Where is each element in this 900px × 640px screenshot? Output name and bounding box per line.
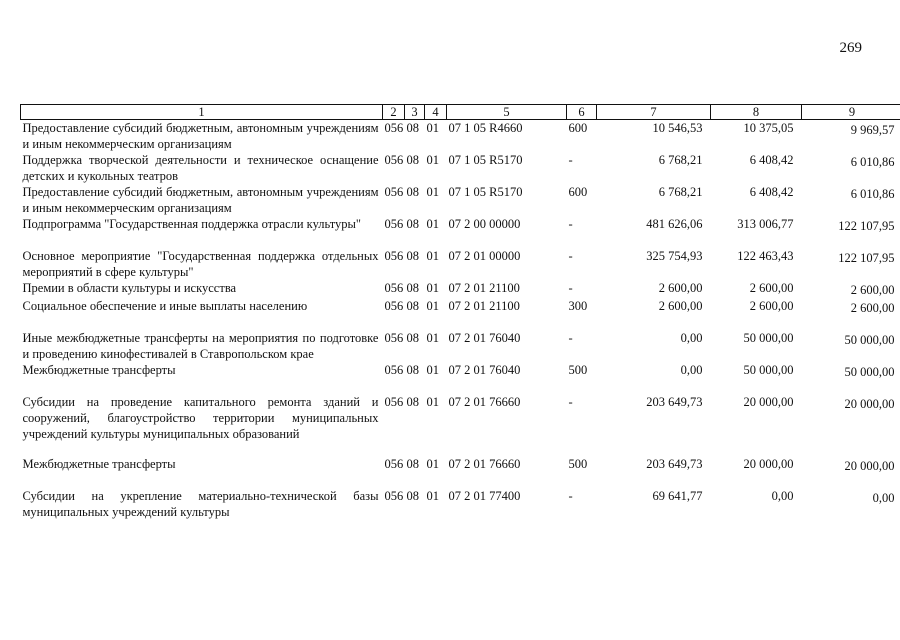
amount-col-7: 203 649,73: [646, 457, 703, 471]
expense-type-code: 500: [568, 363, 588, 377]
item-name: Основное мероприятие "Государственная поддержка отдельных мероприятий в сфере культуры": [22, 249, 379, 279]
section-code: 08: [406, 217, 419, 231]
target-article-code: 07 2 01 77400: [448, 489, 521, 503]
target-article-code: 07 2 01 76040: [448, 363, 521, 377]
amount-col-9: 9 969,57: [850, 123, 895, 137]
amount-col-9: 2 600,00: [850, 283, 895, 297]
section-code: 08: [406, 121, 419, 135]
admin-code: 056: [384, 249, 404, 263]
expense-type-code: -: [568, 217, 573, 231]
expense-type-code: 500: [568, 457, 588, 471]
subsection-code: 01: [426, 185, 439, 199]
table-row: [21, 330, 900, 362]
expense-type-code: 600: [568, 121, 588, 135]
admin-code: 056: [384, 299, 404, 313]
amount-col-7: 325 754,93: [646, 249, 703, 263]
item-name: Предоставление субсидий бюджетным, автономным учреждениям и иным некоммерческим организациям: [22, 121, 379, 151]
table-row: [21, 216, 900, 248]
table-row: [21, 362, 900, 394]
table-row: [21, 184, 900, 216]
amount-col-9: 6 010,86: [850, 187, 895, 201]
item-name: Субсидии на укрепление материально-технической базы муниципальных учреждений культуры: [22, 489, 379, 519]
admin-code: 056: [384, 121, 404, 135]
subsection-code: 01: [426, 299, 439, 313]
table-row: [21, 152, 900, 184]
table-body: [21, 120, 900, 521]
item-name: Иные межбюджетные трансферты на мероприятия по подготовке и проведению кинофестивалей в Ставропольском крае: [22, 331, 379, 361]
amount-col-8: 10 375,05: [743, 121, 794, 135]
amount-col-9: 50 000,00: [844, 365, 895, 379]
header-col-1: 1: [21, 105, 383, 120]
admin-code: 056: [384, 489, 404, 503]
header-col-7: 7: [597, 105, 711, 120]
header-col-8: 8: [711, 105, 802, 120]
budget-table: [20, 104, 900, 520]
amount-col-9: 6 010,86: [850, 155, 895, 169]
admin-code: 056: [384, 395, 404, 409]
admin-code: 056: [384, 153, 404, 167]
expense-type-code: -: [568, 395, 573, 409]
section-code: 08: [406, 281, 419, 295]
target-article-code: 07 1 05 R5170: [448, 153, 523, 167]
expense-type-code: -: [568, 153, 573, 167]
subsection-code: 01: [426, 331, 439, 345]
section-code: 08: [406, 185, 419, 199]
section-code: 08: [406, 331, 419, 345]
admin-code: 056: [384, 457, 404, 471]
subsection-code: 01: [426, 395, 439, 409]
table-row: [21, 298, 900, 330]
item-name: Субсидии на проведение капитального ремонта зданий и сооружений, благоустройство территории муниципальных учреждений культуры муниципальных образований: [22, 395, 379, 441]
subsection-code: 01: [426, 217, 439, 231]
subsection-code: 01: [426, 363, 439, 377]
amount-col-9: 122 107,95: [838, 251, 895, 265]
target-article-code: 07 2 01 21100: [448, 299, 520, 313]
section-code: 08: [406, 299, 419, 313]
amount-col-8: 50 000,00: [743, 363, 794, 377]
table-row: [21, 280, 900, 298]
subsection-code: 01: [426, 249, 439, 263]
table-row: [21, 248, 900, 280]
amount-col-7: 2 600,00: [658, 299, 703, 313]
expense-type-code: -: [568, 249, 573, 263]
amount-col-7: 6 768,21: [658, 185, 703, 199]
amount-col-7: 0,00: [680, 363, 703, 377]
table-row: [21, 456, 900, 488]
expense-type-code: -: [568, 489, 573, 503]
admin-code: 056: [384, 185, 404, 199]
amount-col-8: 6 408,42: [749, 153, 794, 167]
table-row: [21, 488, 900, 520]
admin-code: 056: [384, 363, 404, 377]
item-name: Подпрограмма "Государственная поддержка отрасли культуры": [22, 217, 362, 231]
section-code: 08: [406, 457, 419, 471]
subsection-code: 01: [426, 457, 439, 471]
item-name: Предоставление субсидий бюджетным, автономным учреждениям и иным некоммерческим организациям: [22, 185, 379, 215]
amount-col-8: 20 000,00: [743, 395, 794, 409]
amount-col-7: 6 768,21: [658, 153, 703, 167]
amount-col-9: 50 000,00: [844, 333, 895, 347]
amount-col-7: 481 626,06: [646, 217, 703, 231]
target-article-code: 07 1 05 R4660: [448, 121, 523, 135]
item-name: Межбюджетные трансферты: [22, 457, 176, 471]
amount-col-9: 20 000,00: [844, 459, 895, 473]
target-article-code: 07 2 00 00000: [448, 217, 521, 231]
amount-col-8: 6 408,42: [749, 185, 794, 199]
subsection-code: 01: [426, 153, 439, 167]
item-name: Межбюджетные трансферты: [22, 363, 176, 377]
amount-col-7: 10 546,53: [652, 121, 703, 135]
amount-col-8: 313 006,77: [737, 217, 794, 231]
target-article-code: 07 2 01 21100: [448, 281, 520, 295]
amount-col-8: 122 463,43: [737, 249, 794, 263]
section-code: 08: [406, 395, 419, 409]
amount-col-7: 69 641,77: [652, 489, 703, 503]
header-col-6: 6: [567, 105, 597, 120]
header-col-3: 3: [405, 105, 425, 120]
admin-code: 056: [384, 217, 404, 231]
amount-col-9: 20 000,00: [844, 397, 895, 411]
target-article-code: 07 2 01 00000: [448, 249, 521, 263]
admin-code: 056: [384, 281, 404, 295]
subsection-code: 01: [426, 281, 439, 295]
item-name: Поддержка творческой деятельности и техническое оснащение детских и кукольных театров: [22, 153, 379, 183]
table-row: [21, 394, 900, 456]
target-article-code: 07 2 01 76040: [448, 331, 521, 345]
expense-type-code: 300: [568, 299, 588, 313]
item-name: Социальное обеспечение и иные выплаты населению: [22, 299, 308, 313]
amount-col-9: 2 600,00: [850, 301, 895, 315]
page-number: 269: [839, 40, 862, 56]
table-row: [21, 120, 900, 153]
expense-type-code: -: [568, 281, 573, 295]
section-code: 08: [406, 153, 419, 167]
header-col-9: 9: [802, 105, 900, 120]
amount-col-9: 0,00: [872, 491, 895, 505]
subsection-code: 01: [426, 121, 439, 135]
amount-col-9: 122 107,95: [838, 219, 895, 233]
header-col-2: 2: [383, 105, 405, 120]
section-code: 08: [406, 363, 419, 377]
section-code: 08: [406, 249, 419, 263]
amount-col-8: 50 000,00: [743, 331, 794, 345]
amount-col-8: 2 600,00: [749, 281, 794, 295]
amount-col-7: 0,00: [680, 331, 703, 345]
section-code: 08: [406, 489, 419, 503]
target-article-code: 07 1 05 R5170: [448, 185, 523, 199]
expense-type-code: -: [568, 331, 573, 345]
target-article-code: 07 2 01 76660: [448, 395, 521, 409]
subsection-code: 01: [426, 489, 439, 503]
amount-col-7: 203 649,73: [646, 395, 703, 409]
expense-type-code: 600: [568, 185, 588, 199]
header-col-4: 4: [425, 105, 447, 120]
item-name: Премии в области культуры и искусства: [22, 281, 237, 295]
target-article-code: 07 2 01 76660: [448, 457, 521, 471]
amount-col-8: 2 600,00: [749, 299, 794, 313]
header-row: [21, 105, 900, 120]
admin-code: 056: [384, 331, 404, 345]
amount-col-8: 0,00: [771, 489, 794, 503]
header-col-5: 5: [447, 105, 567, 120]
amount-col-7: 2 600,00: [658, 281, 703, 295]
amount-col-8: 20 000,00: [743, 457, 794, 471]
